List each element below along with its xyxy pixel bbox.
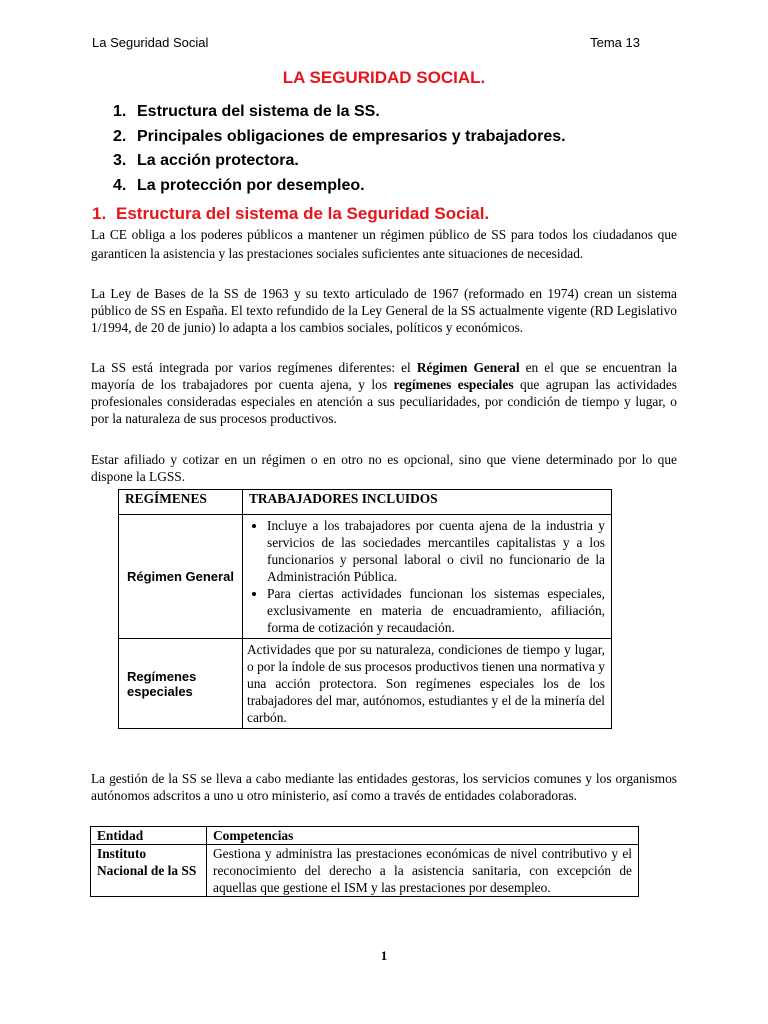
column-header-competences: Competencias — [207, 827, 639, 845]
paragraph-constitution: La CE obliga a los poderes públicos a mantener un régimen público de SS para todos los ciudadanos que garanticen la asistencia y las prestaciones sociales suficientes ante situaciones de necesidad. — [91, 227, 677, 261]
table-row — [119, 639, 612, 729]
paragraph-management: La gestión de la SS se lleva a cabo mediante las entidades gestoras, los servicios comunes y los organismos autónomos adscritos a uno u otro ministerio, así como a través de entidades colaboradoras. — [91, 771, 677, 803]
bullet-item: • Incluye a los trabajadores por cuenta ajena de la industria y servicios de las sociedades mercantiles capitalistas y a los funcionarios y personal laboral o civil no funcionario de la Administración Pública. — [267, 517, 605, 585]
toc-number: 3. — [113, 152, 127, 169]
running-header-left: La Seguridad Social — [92, 35, 209, 50]
table-row — [91, 845, 639, 897]
toc-item-3 — [113, 149, 566, 174]
text-run: en el que se encuentran la mayoría de los trabajadores por cuenta ajena, y los — [91, 360, 678, 392]
table-of-contents — [113, 100, 566, 198]
row-content-special: Actividades que por su naturaleza, condiciones de tiempo y lugar, o por la índole de sus procesos productivos tienen una normativa y una acción protectora. Son regímenes especiales los de los trabajadores del mar, autónomos, estudiantes y el de la minería del carbón. — [243, 639, 612, 729]
entities-table — [90, 826, 639, 897]
row-label-special: Regímenes especiales — [119, 639, 243, 729]
toc-item-2 — [113, 125, 566, 150]
toc-text: Principales obligaciones de empresarios y trabajadores. — [137, 127, 566, 145]
toc-item-1 — [113, 100, 566, 125]
toc-number: 1. — [113, 103, 127, 120]
page-number: 1 — [380, 948, 388, 963]
entity-name: Instituto Nacional de la SS — [91, 845, 207, 897]
table-row — [119, 515, 612, 639]
column-header-workers: TRABAJADORES INCLUIDOS — [243, 490, 612, 515]
bold-term-special: regímenes especiales — [393, 377, 514, 392]
toc-number: 2. — [113, 127, 127, 145]
row-content-general — [243, 515, 612, 639]
running-header-right: Tema 13 — [590, 35, 640, 50]
toc-text: La protección por desempleo. — [137, 176, 365, 194]
regimes-table — [118, 489, 612, 729]
row-label-general: Régimen General — [119, 515, 243, 639]
text-run: La SS está integrada por varios regímenes diferentes: el — [91, 360, 417, 375]
toc-text: La acción protectora. — [137, 152, 299, 169]
toc-item-4 — [113, 174, 566, 199]
bullet-list — [247, 517, 605, 636]
bullet-item: • Para ciertas actividades funcionan los sistemas especiales, exclusivamente en materia de encuadramiento, afiliación, forma de cotización y recaudación. — [267, 585, 605, 636]
column-header-regimes: REGÍMENES — [119, 490, 243, 515]
paragraph-law-history: La Ley de Bases de la SS de 1963 y su texto articulado de 1967 (reformado en 1974) crean un sistema público de SS en España. El texto refundido de la Ley General de la SS actualmente vigente (RD Legislativo 1/1994, de 20 de junio) lo adapta a los cambios sociales, políticos y económicos. — [91, 286, 677, 335]
paragraph-regimes — [91, 359, 677, 427]
toc-text: Estructura del sistema de la SS. — [137, 103, 380, 120]
table-header-row — [91, 827, 639, 845]
section-heading — [92, 204, 489, 224]
paragraph-affiliation: Estar afiliado y cotizar en un régimen o en otro no es opcional, sino que viene determinado por lo que dispone la LGSS. — [91, 452, 677, 484]
section-title: Estructura del sistema de la Seguridad Social. — [116, 204, 490, 223]
toc-number: 4. — [113, 176, 127, 194]
section-number: 1. — [92, 204, 107, 223]
column-header-entity: Entidad — [91, 827, 207, 845]
entity-competences: Gestiona y administra las prestaciones económicas de nivel contributivo y el reconocimiento del derecho a la asistencia sanitaria, con excepción de aquellas que gestione el ISM y las prestaciones por desempleo. — [207, 845, 639, 897]
bold-term-general: Régimen General — [416, 360, 520, 375]
document-title: LA SEGURIDAD SOCIAL. — [282, 68, 486, 87]
table-header-row — [119, 490, 612, 515]
text-run: que agrupan las actividades profesionales consideradas especiales en atención a sus peculiaridades, por condición de tiempo y lugar, o por la naturaleza de sus procesos productivos. — [91, 377, 678, 426]
